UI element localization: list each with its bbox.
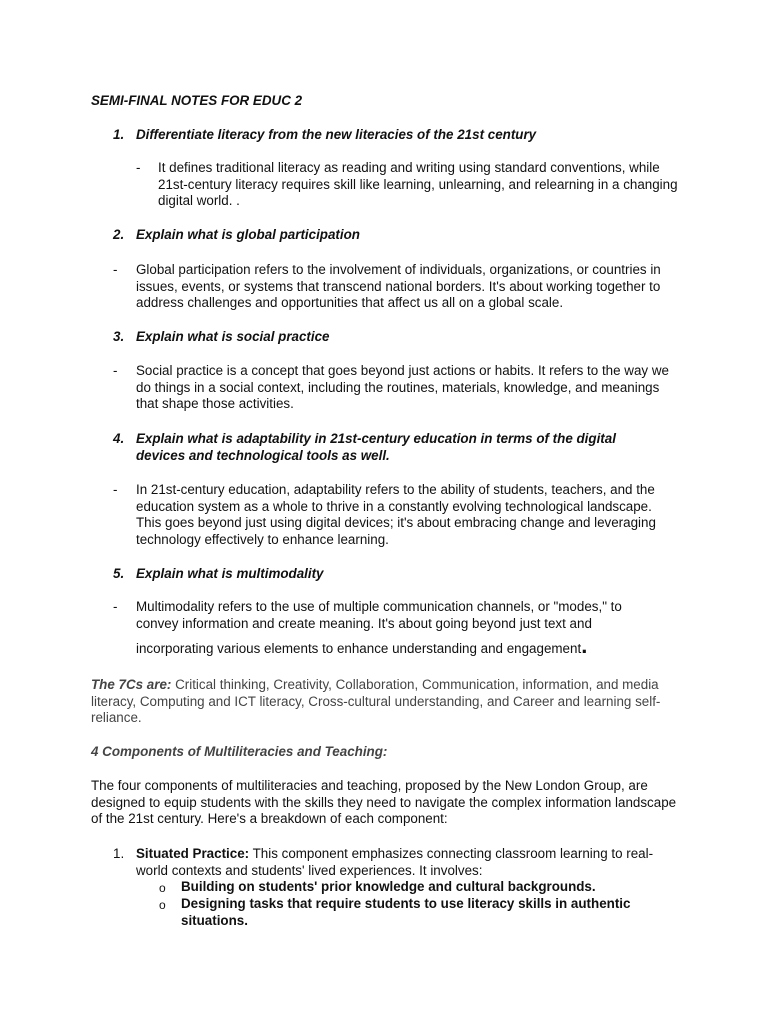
answer-text: In 21st-century education, adaptability refers to the ability of students, teachers, and the education system as a whole to thrive in a constantly evolving technological landscape. This goes beyond just using digital devices; it's about embracing change and leveraging technology effectively to enhance learning. (136, 482, 656, 547)
question-heading: Explain what is adaptability in 21st-century education in terms of the digital devices and technological tools as well. (136, 431, 616, 463)
dash-marker: - (113, 599, 118, 614)
sevencs-label: The 7Cs are: (91, 677, 172, 692)
list-item-label: Situated Practice: (136, 846, 250, 861)
components-heading: 4 Components of Multiliteracies and Teaching: (91, 744, 388, 759)
bullet-marker: o (159, 881, 166, 895)
answer-line (136, 633, 696, 658)
question-number: 4. (113, 431, 125, 446)
answer-line-text: incorporating various elements to enhance understanding and engagement (136, 641, 582, 656)
dash-marker: - (113, 482, 118, 497)
dash-marker: - (136, 160, 141, 175)
period-mark: . (581, 633, 588, 658)
question-heading: Explain what is global participation (136, 227, 360, 242)
document-title: SEMI-FINAL NOTES FOR EDUC 2 (91, 93, 303, 108)
question-number: 3. (113, 329, 125, 344)
question-heading: Differentiate literacy from the new literacies of the 21st century (136, 127, 537, 142)
question-heading: Explain what is multimodality (136, 566, 324, 581)
sevencs-text: Critical thinking, Creativity, Collaboration, Communication, information, and media literacy, Computing and ICT literacy, Cross-cultural understanding, and Career and learning self-reliance. (91, 677, 661, 726)
list-item-text: This component emphasizes connecting classroom learning to real-world contexts and students' lived experiences. It involves: (136, 846, 654, 878)
question-number: 2. (113, 227, 125, 242)
sevencs-paragraph (91, 677, 686, 727)
dash-marker: - (113, 363, 118, 378)
answer-text: Global participation refers to the involvement of individuals, organizations, or countries in issues, events, or systems that transcend national borders. It's about working together to address challenges and opportunities that affect us all on a global scale. (136, 262, 661, 311)
question-heading: Explain what is social practice (136, 329, 330, 344)
answer-line: convey information and create meaning. It's about going beyond just text and (136, 616, 592, 631)
question-number: 1. (113, 127, 125, 142)
answer-line: Multimodality refers to the use of multiple communication channels, or "modes," to (136, 599, 622, 614)
answer-text: Social practice is a concept that goes beyond just actions or habits. It refers to the way we do things in a social context, including the routines, materials, knowledge, and meanings that shape those activities. (136, 363, 669, 412)
sub-bullet-item: Designing tasks that require students to use literacy skills in authentic situations. (181, 896, 631, 928)
dash-marker: - (113, 262, 118, 277)
list-item (136, 846, 681, 879)
answer-text: It defines traditional literacy as reading and writing using standard conventions, while 21st-century literacy requires skill like learning, unlearning, and relearning in a changing digital world. . (158, 160, 678, 209)
components-intro: The four components of multiliteracies and teaching, proposed by the New London Group, are designed to equip students with the skills they need to navigate the complex information landscape of the 21st century. Here's a breakdown of each component: (91, 778, 677, 827)
list-number: 1. (113, 846, 125, 861)
sub-bullet-item: Building on students' prior knowledge and cultural backgrounds. (181, 879, 596, 894)
question-number: 5. (113, 566, 125, 581)
bullet-marker: o (159, 898, 166, 912)
